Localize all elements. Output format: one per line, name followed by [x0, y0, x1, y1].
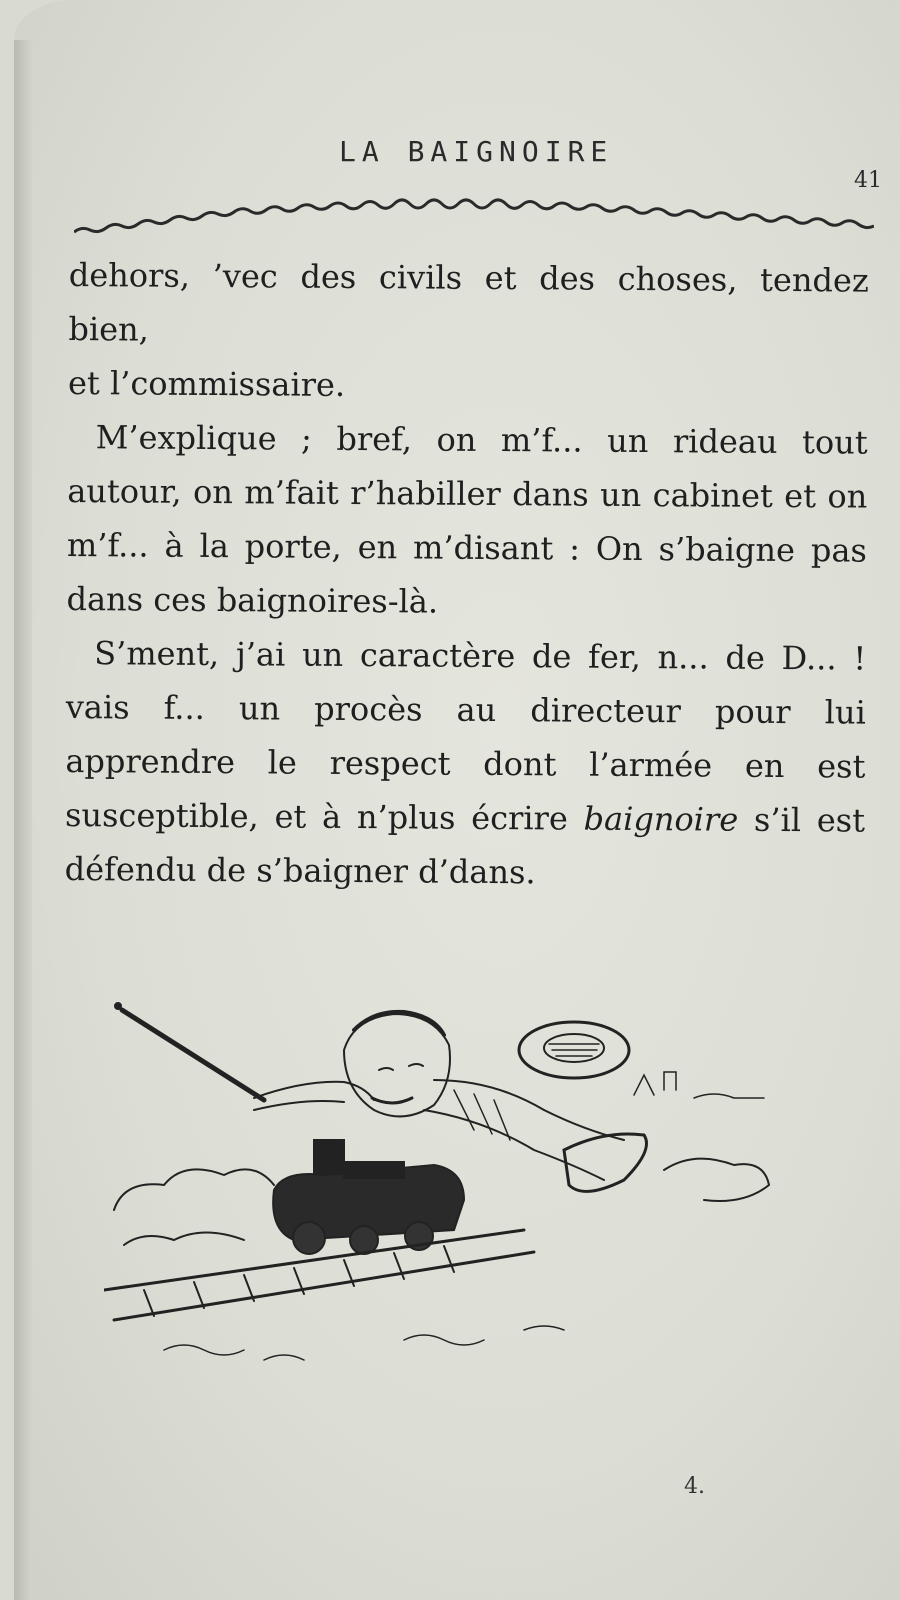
book-page [14, 0, 900, 1600]
train-caricature-illustration [104, 990, 784, 1400]
signature-mark: 4. [684, 1474, 705, 1499]
paragraph-3 [64, 626, 866, 902]
page-number: 41 [854, 168, 882, 193]
wavy-rule-ornament [74, 198, 874, 238]
body-text [64, 248, 869, 902]
paragraph-2: M’explique ; bref, on m’f... un rideau tout autour, on m’fait r’habiller dans un cabinet et on m’f... à la porte, en m’disant : On s’baigne pas dans ces baignoires-là. [66, 418, 868, 621]
paragraph-3-italic-word: baignoire [583, 799, 739, 839]
page-gutter-edge [14, 40, 32, 1600]
paragraph-1-end: et l’commissaire. [67, 363, 346, 404]
paragraph-1-line: dehors, ’vec des civils et des choses, tendez bien, [68, 255, 869, 349]
paragraph-3-text-a: S’ment, j’ai un caractère de fer, n... de D... ! vais f... un procès au directeur pour lui apprendre le respect dont l’armée en est susceptible, et à n’plus écrire [64, 634, 867, 838]
paragraph-3-text-b: s’il est défendu de s’baigner d’dans. [64, 800, 866, 892]
running-head: LA BAIGNOIRE [339, 135, 614, 168]
